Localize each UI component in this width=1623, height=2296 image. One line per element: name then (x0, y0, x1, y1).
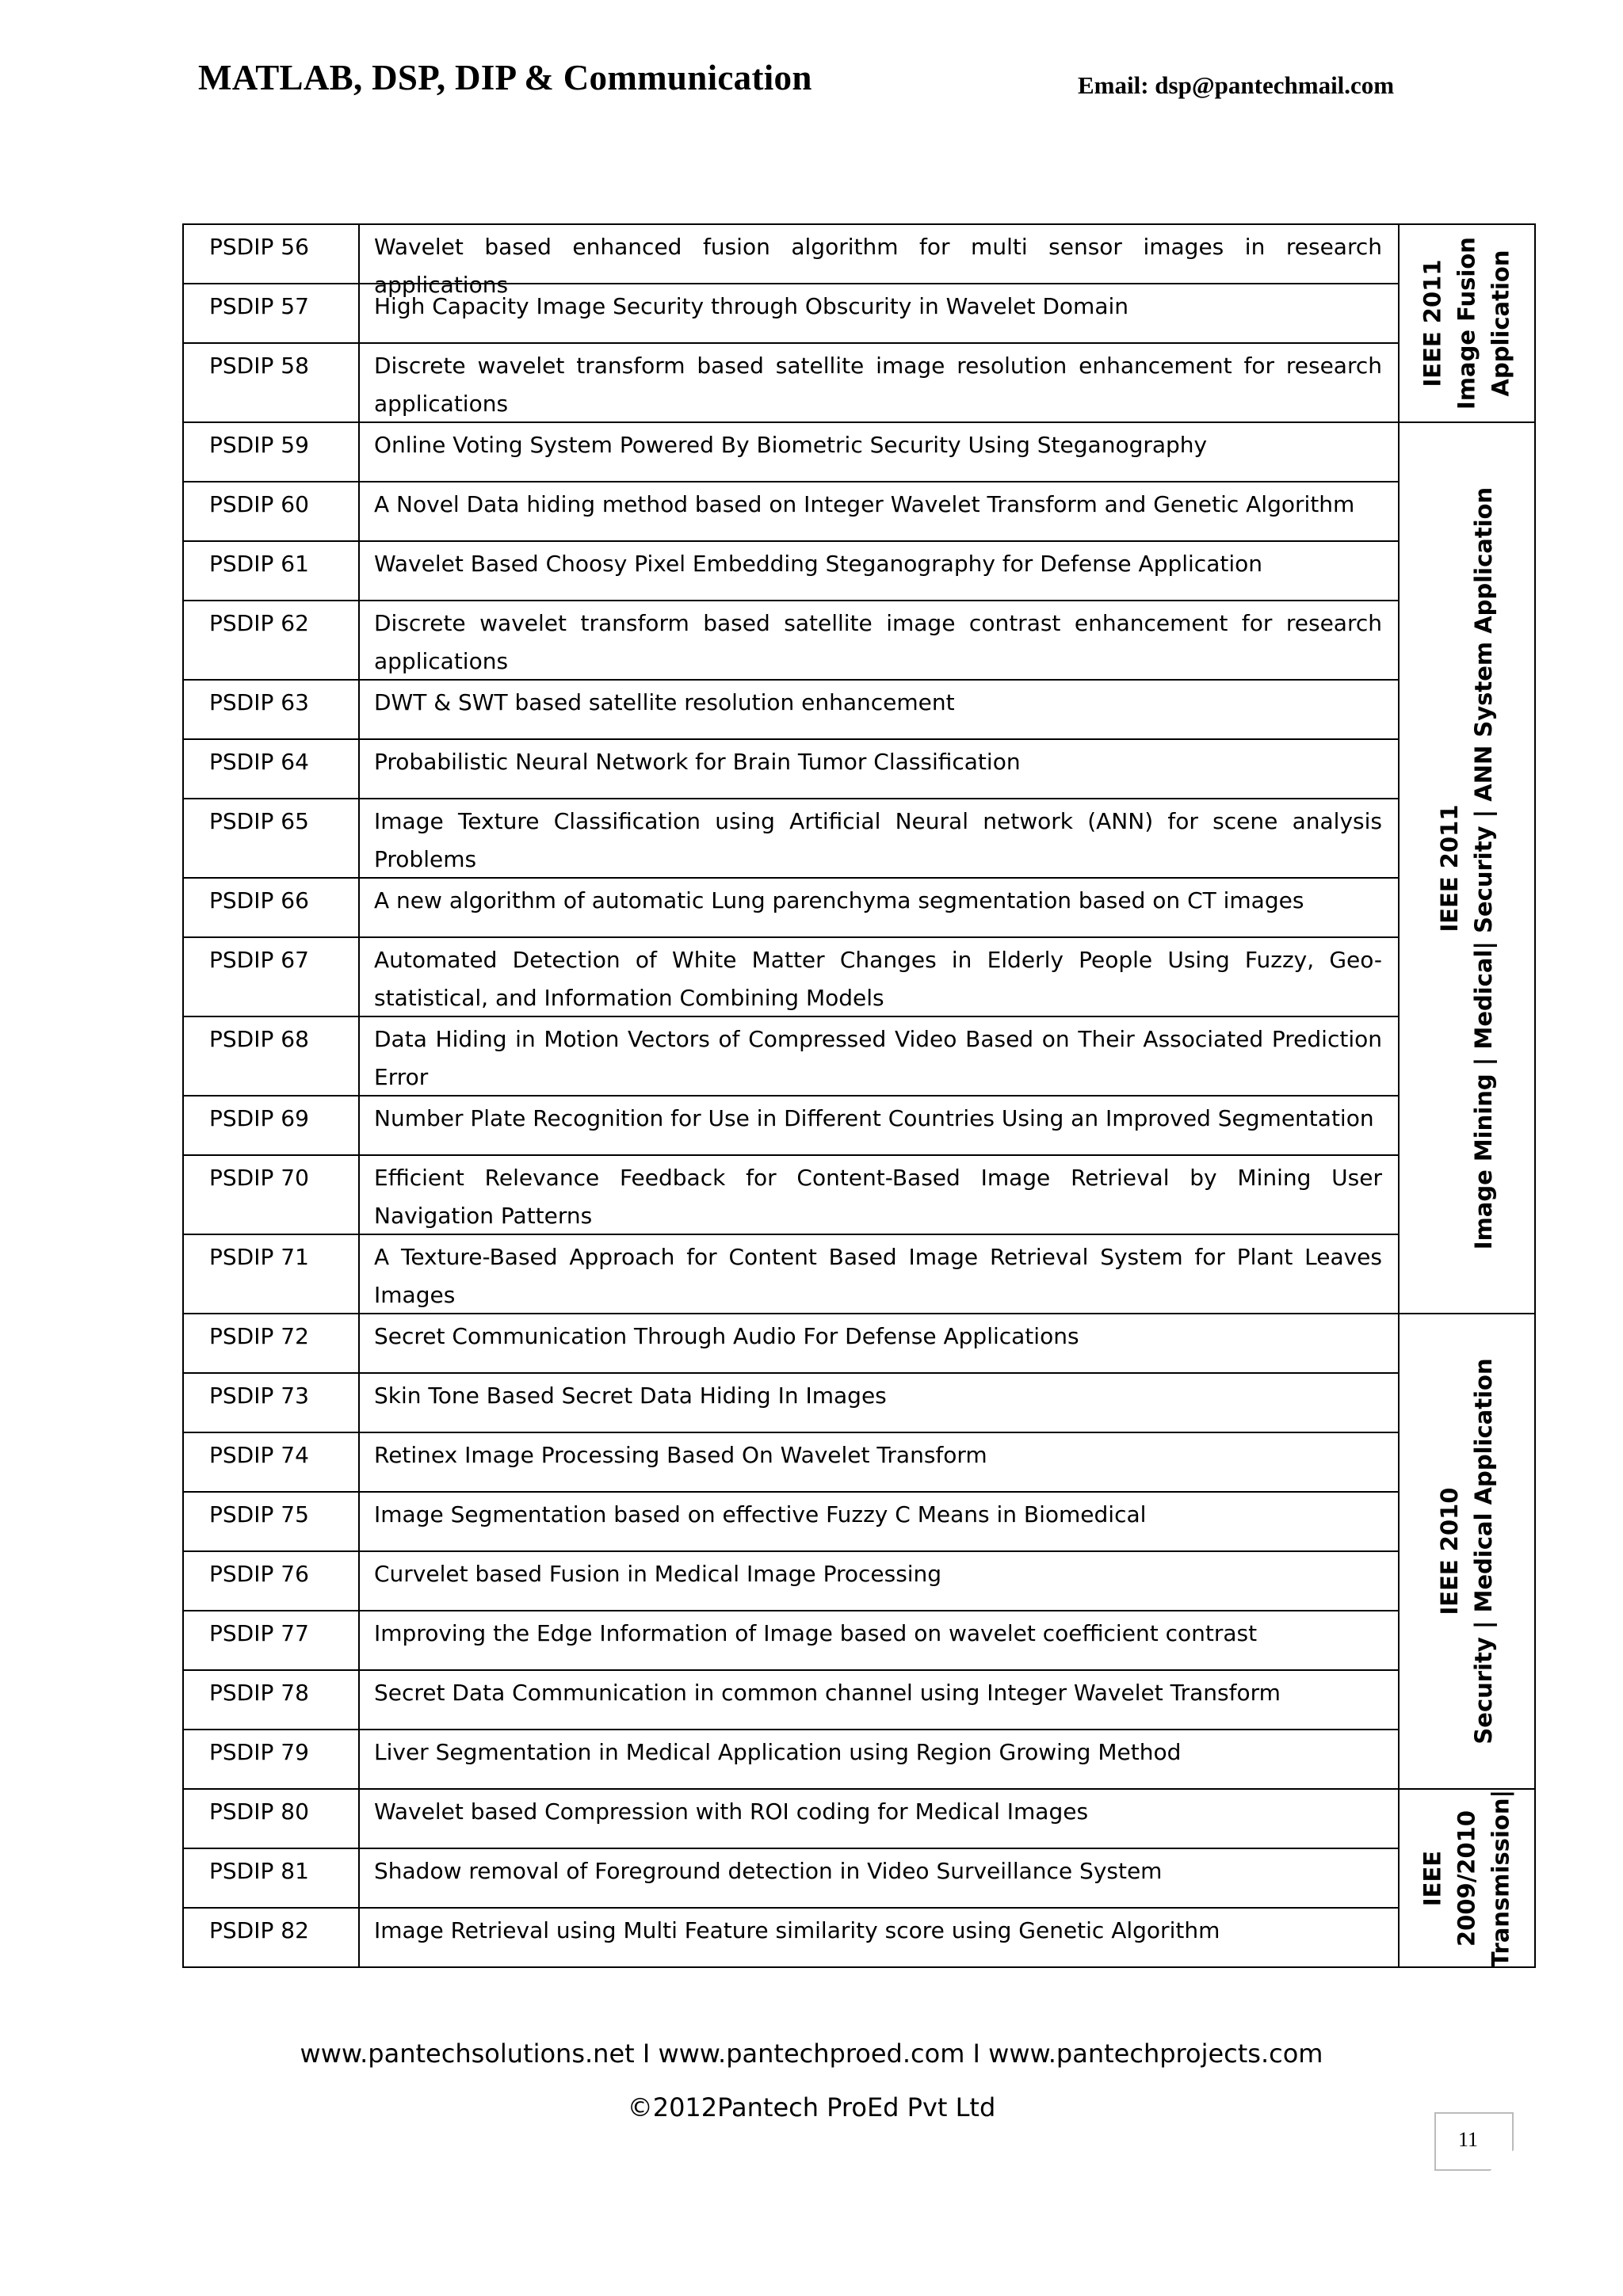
project-title: Data Hiding in Motion Vectors of Compressed Video Based on Their Associated Prediction Error (374, 1026, 1382, 1090)
table-row (183, 1848, 1535, 1908)
category-cell (1399, 422, 1535, 1314)
category-line: Image Mining | Medical| Security | ANN System Application (1470, 486, 1497, 1249)
table-row (183, 1155, 1535, 1234)
project-table-body (183, 224, 1535, 1967)
project-title: Wavelet Based Choosy Pixel Embedding Steganography for Defense Application (374, 551, 1262, 577)
project-title-cell (359, 343, 1399, 422)
project-title: Shadow removal of Foreground detection in Video Surveillance System (374, 1858, 1163, 1884)
page-header-title: MATLAB, DSP, DIP & Communication (198, 58, 812, 97)
project-code: PSDIP 67 (183, 937, 359, 1016)
project-title: Liver Segmentation in Medical Application using Region Growing Method (374, 1739, 1182, 1765)
table-row (183, 422, 1535, 482)
table-row (183, 1314, 1535, 1373)
project-code: PSDIP 82 (183, 1908, 359, 1967)
category-label (1433, 1358, 1501, 1744)
page-number-box (1434, 2112, 1514, 2171)
category-cell (1399, 224, 1535, 422)
project-table (182, 223, 1536, 1968)
project-code: PSDIP 79 (183, 1730, 359, 1789)
project-code: PSDIP 70 (183, 1155, 359, 1234)
table-row (183, 1611, 1535, 1670)
project-code: PSDIP 59 (183, 422, 359, 482)
table-row (183, 1551, 1535, 1611)
project-title: Improving the Edge Information of Image based on wavelet coefficient contrast (374, 1620, 1258, 1646)
project-title: Image Texture Classification using Artificial Neural network (ANN) for scene analysis Problems (374, 808, 1382, 872)
project-title-cell (359, 224, 1399, 298)
category-line: 2009/2010 (1453, 1810, 1480, 1947)
table-row (183, 1670, 1535, 1730)
project-code: PSDIP 81 (183, 1848, 359, 1908)
project-title: Wavelet based enhanced fusion algorithm for multi sensor images in research applications (374, 234, 1382, 298)
category-line: IEEE 2011 (1436, 803, 1463, 933)
category-line: IEEE (1419, 1850, 1446, 1906)
project-title: Automated Detection of White Matter Changes in Elderly People Using Fuzzy, Geo-statistical, and Information Combining Models (374, 947, 1382, 1011)
table-row (183, 601, 1535, 680)
page-corner-fold (1488, 2149, 1515, 2172)
project-title-cell (359, 1432, 1399, 1492)
project-code: PSDIP 57 (183, 284, 359, 343)
project-code: PSDIP 71 (183, 1234, 359, 1314)
table-row (183, 482, 1535, 541)
project-code: PSDIP 77 (183, 1611, 359, 1670)
project-title: Online Voting System Powered By Biometric Security Using Steganography (374, 432, 1208, 458)
project-code: PSDIP 72 (183, 1314, 359, 1373)
project-code: PSDIP 61 (183, 541, 359, 601)
project-title-cell (359, 878, 1399, 937)
project-code: PSDIP 60 (183, 482, 359, 541)
project-title-cell (359, 1492, 1399, 1551)
table-row (183, 541, 1535, 601)
project-title-cell (359, 680, 1399, 739)
table-row (183, 680, 1535, 739)
category-line: IEEE 2011 (1419, 259, 1446, 387)
project-code: PSDIP 62 (183, 601, 359, 680)
project-title-cell (359, 1848, 1399, 1908)
table-row (183, 224, 1535, 284)
project-title-cell (359, 1016, 1399, 1096)
project-title-cell (359, 1234, 1399, 1314)
table-row (183, 878, 1535, 937)
project-code: PSDIP 75 (183, 1492, 359, 1551)
project-title-cell (359, 799, 1399, 878)
category-label (1416, 1789, 1518, 1966)
table-row (183, 1432, 1535, 1492)
table-row (183, 1492, 1535, 1551)
project-title-cell (359, 1730, 1399, 1789)
project-title-cell (359, 482, 1399, 541)
project-title: Retinex Image Processing Based On Wavelet Transform (374, 1442, 987, 1468)
table-row (183, 739, 1535, 799)
project-title-cell (359, 1611, 1399, 1670)
table-row (183, 343, 1535, 422)
project-code: PSDIP 78 (183, 1670, 359, 1730)
project-title: Number Plate Recognition for Use in Different Countries Using an Improved Segmentation (374, 1105, 1374, 1131)
project-code: PSDIP 69 (183, 1096, 359, 1155)
table-row (183, 1908, 1535, 1967)
project-code: PSDIP 63 (183, 680, 359, 739)
project-title-cell (359, 739, 1399, 799)
project-title: High Capacity Image Security through Obscurity in Wavelet Domain (374, 293, 1128, 319)
table-row (183, 1016, 1535, 1096)
table-row (183, 1373, 1535, 1432)
project-title-cell (359, 284, 1399, 343)
category-line: IEEE 2010 (1436, 1487, 1463, 1615)
category-line: Image Fusion (1453, 237, 1480, 410)
project-title-cell (359, 1373, 1399, 1432)
table-row (183, 1234, 1535, 1314)
project-title-cell (359, 1789, 1399, 1848)
project-code: PSDIP 64 (183, 739, 359, 799)
project-title: Skin Tone Based Secret Data Hiding In Images (374, 1383, 887, 1409)
project-title: A new algorithm of automatic Lung parenchyma segmentation based on CT images (374, 887, 1304, 913)
footer-copyright: ©2012Pantech ProEd Pvt Ltd (627, 2092, 996, 2122)
category-label (1416, 237, 1518, 410)
category-cell (1399, 1314, 1535, 1789)
project-title-cell (359, 1314, 1399, 1373)
footer-links: www.pantechsolutions.net I www.pantechproed.com I www.pantechprojects.com (300, 2039, 1323, 2069)
project-title: Secret Data Communication in common channel using Integer Wavelet Transform (374, 1680, 1281, 1706)
page-header-email: Email: dsp@pantechmail.com (1078, 71, 1395, 99)
project-code: PSDIP 56 (183, 224, 359, 284)
category-line: Application (1487, 250, 1514, 397)
table-row (183, 284, 1535, 343)
project-title-cell (359, 601, 1399, 680)
table-row (183, 1730, 1535, 1789)
project-title: Image Retrieval using Multi Feature similarity score using Genetic Algorithm (374, 1917, 1220, 1943)
project-code: PSDIP 74 (183, 1432, 359, 1492)
project-title-cell (359, 422, 1399, 482)
project-title: Curvelet based Fusion in Medical Image Processing (374, 1561, 942, 1587)
project-code: PSDIP 76 (183, 1551, 359, 1611)
category-line: Security | Medical Application (1470, 1358, 1497, 1745)
category-line: Transmission| (1487, 1789, 1514, 1967)
project-title: A Novel Data hiding method based on Integer Wavelet Transform and Genetic Algorithm (374, 491, 1355, 517)
project-code: PSDIP 80 (183, 1789, 359, 1848)
project-title: Secret Communication Through Audio For Defense Applications (374, 1323, 1079, 1349)
project-title: Discrete wavelet transform based satellite image contrast enhancement for research applications (374, 610, 1382, 674)
project-code: PSDIP 65 (183, 799, 359, 878)
project-title: Discrete wavelet transform based satellite image resolution enhancement for research applications (374, 353, 1382, 417)
table-row (183, 799, 1535, 878)
project-code: PSDIP 68 (183, 1016, 359, 1096)
project-title: Probabilistic Neural Network for Brain Tumor Classification (374, 749, 1021, 775)
project-title: A Texture-Based Approach for Content Based Image Retrieval System for Plant Leaves Images (374, 1244, 1382, 1308)
project-code: PSDIP 66 (183, 878, 359, 937)
project-title: DWT & SWT based satellite resolution enhancement (374, 689, 955, 715)
category-cell (1399, 1789, 1535, 1967)
table-row (183, 937, 1535, 1016)
project-title-cell (359, 1155, 1399, 1234)
project-title-cell (359, 1908, 1399, 1967)
project-title: Efficient Relevance Feedback for Content-Based Image Retrieval by Mining User Navigation Patterns (374, 1165, 1382, 1229)
table-row (183, 1789, 1535, 1848)
project-title: Image Segmentation based on effective Fuzzy C Means in Biomedical (374, 1501, 1147, 1527)
project-title-cell (359, 1670, 1399, 1730)
project-code: PSDIP 73 (183, 1373, 359, 1432)
project-title-cell (359, 1096, 1399, 1155)
project-code: PSDIP 58 (183, 343, 359, 422)
category-label (1433, 486, 1501, 1249)
page-number: 11 (1458, 2128, 1479, 2151)
project-title: Wavelet based Compression with ROI coding for Medical Images (374, 1798, 1089, 1825)
project-title-cell (359, 1551, 1399, 1611)
project-title-cell (359, 541, 1399, 601)
table-row (183, 1096, 1535, 1155)
project-title-cell (359, 937, 1399, 1016)
